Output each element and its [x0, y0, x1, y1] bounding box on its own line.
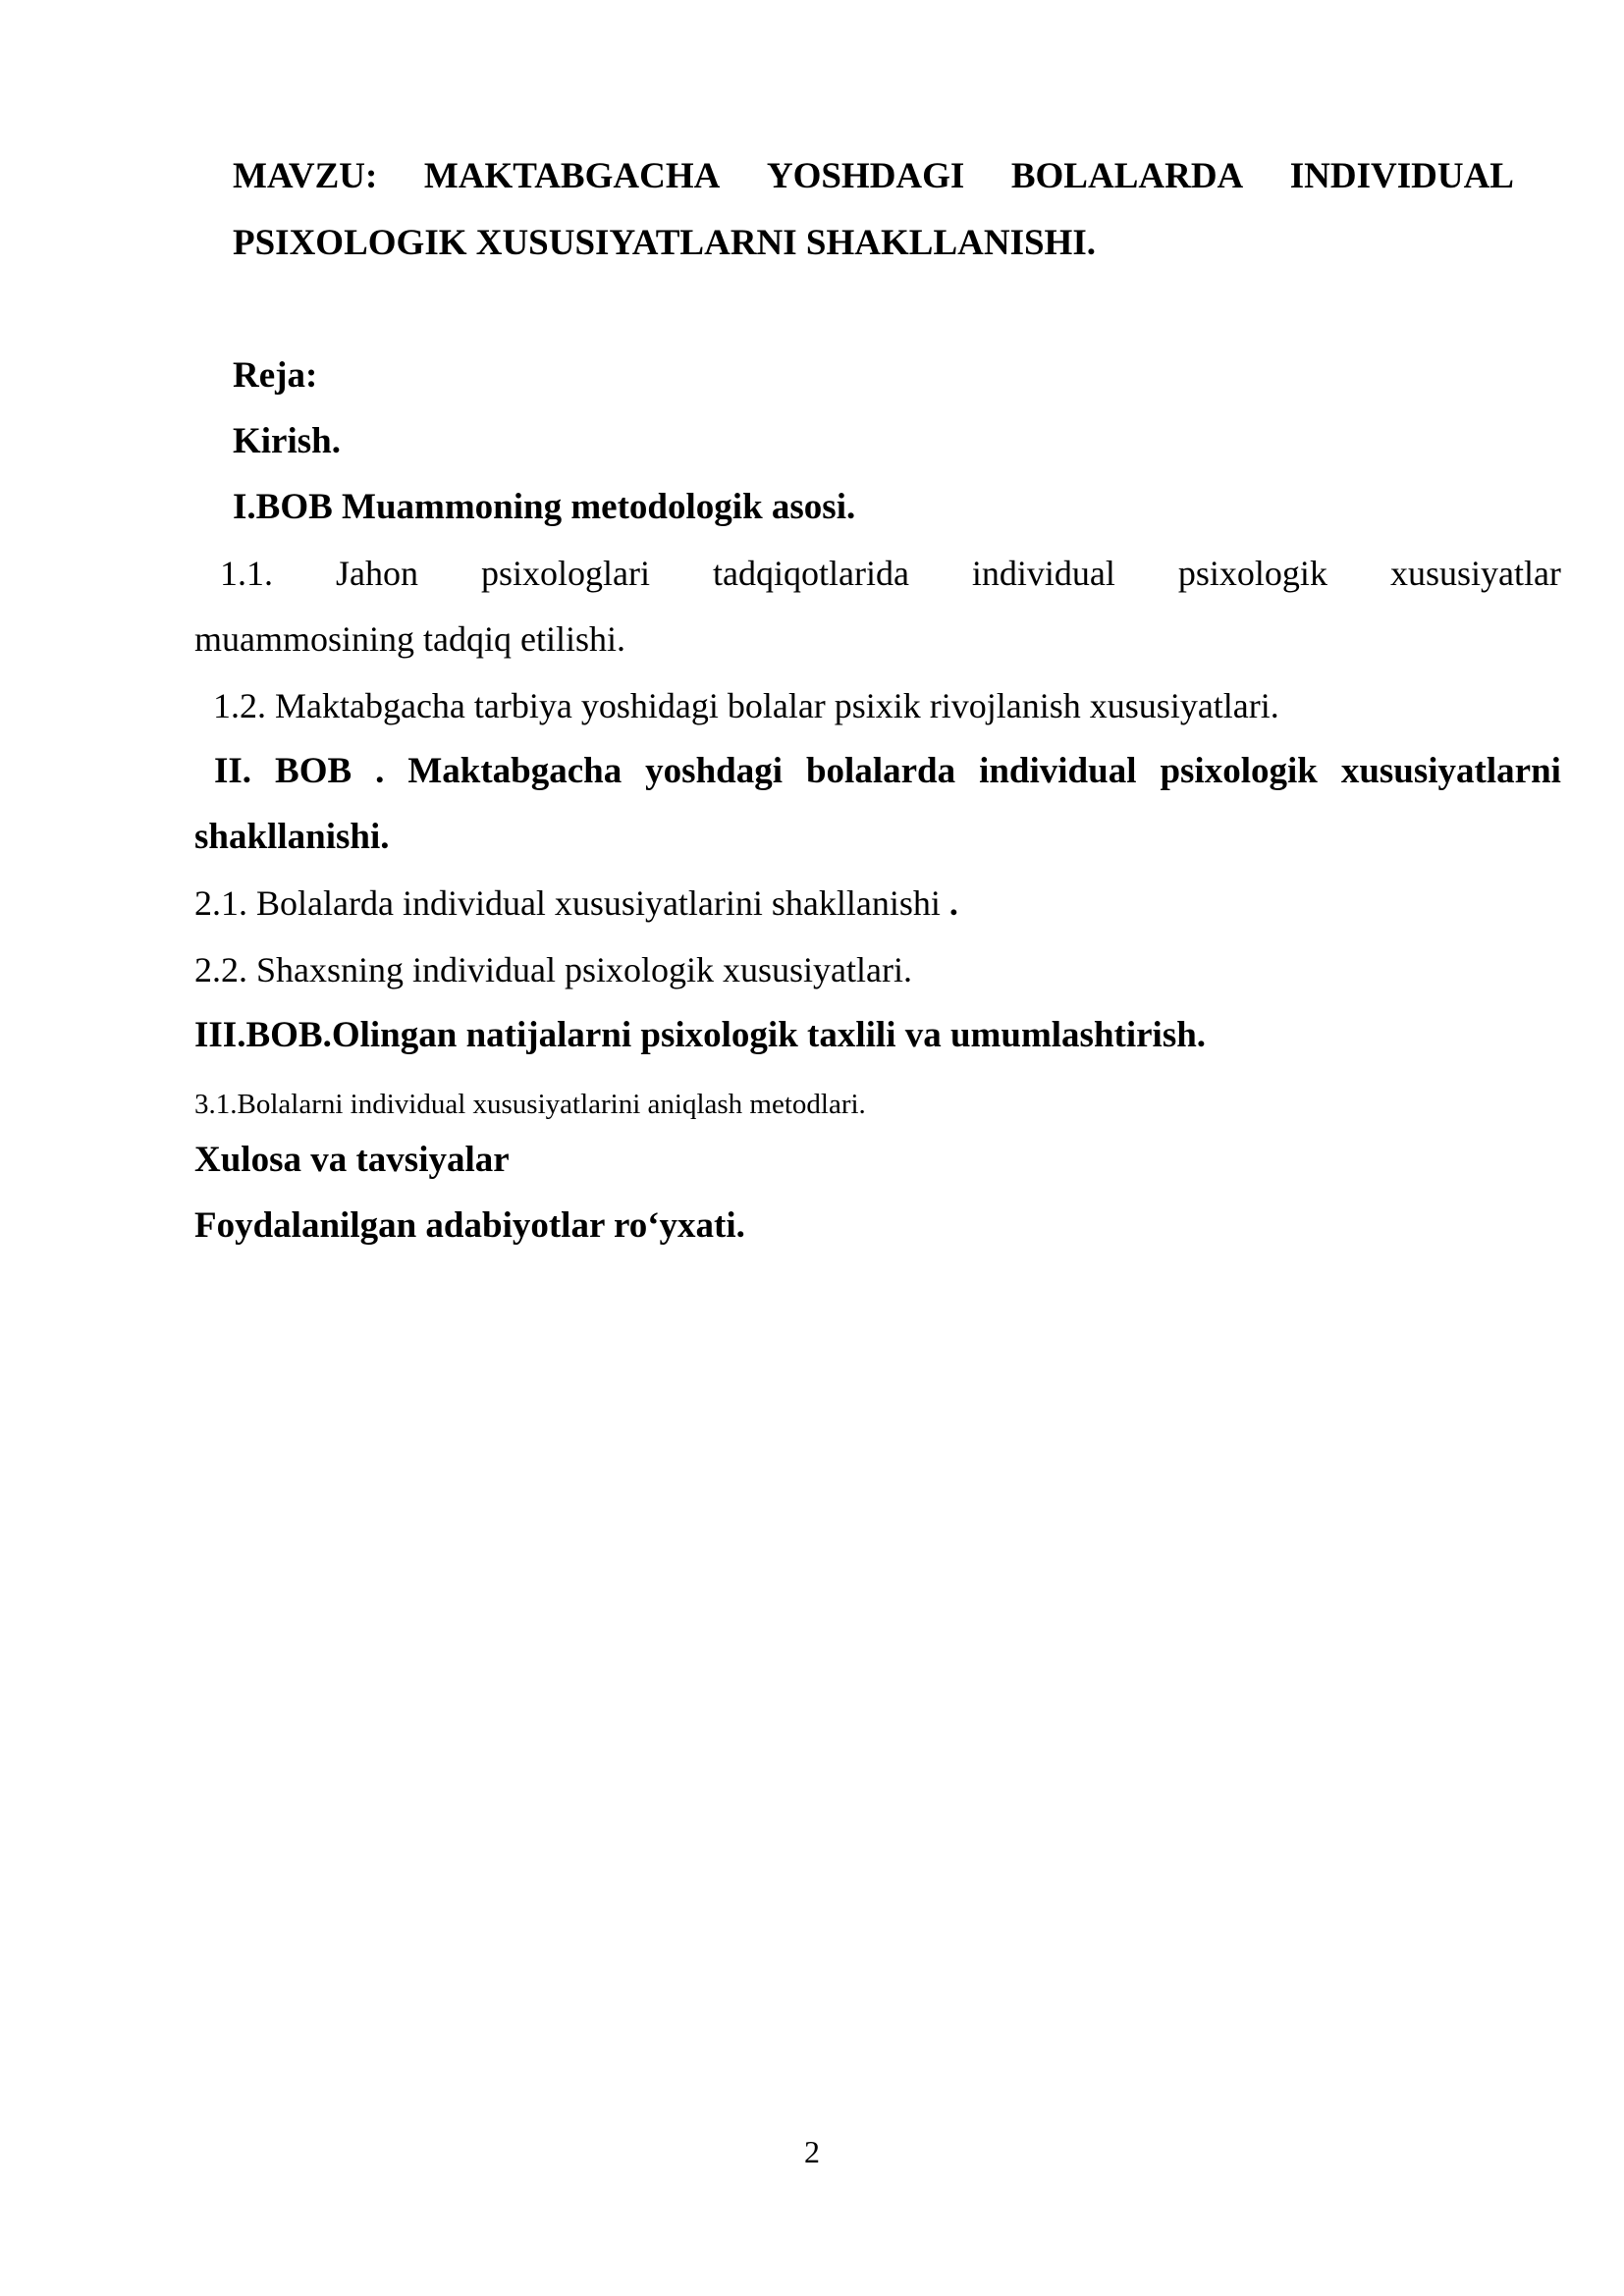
section-word: 1.1. — [220, 554, 273, 593]
section-word: individual — [971, 554, 1115, 593]
page-number: 2 — [804, 2134, 820, 2169]
chapter-word: . — [375, 751, 385, 791]
chapter-3-heading: III.BOB.Olingan natijalarni psixologik taxlili va umumlashtirish. — [194, 1015, 1207, 1055]
title-word: MAKTABGACHA — [423, 156, 721, 196]
chapter-word: bolalarda — [805, 751, 956, 791]
chapter-2-line-1 — [214, 750, 1561, 793]
chapter-word: psixologik — [1160, 751, 1318, 791]
title-word: BOLALARDA — [1010, 156, 1244, 196]
section-1-1-line-1 — [220, 552, 1561, 595]
title-line-1 — [233, 155, 1514, 198]
section-1-2: 1.2. Maktabgacha tarbiya yoshidagi bolalar psixik rivojlanish xususiyatlari. — [213, 686, 1279, 725]
section-word: psixologlari — [481, 554, 650, 593]
title-word: MAVZU: — [233, 156, 378, 196]
chapter-word: yoshdagi — [645, 751, 784, 791]
conclusion-heading: Xulosa va tavsiyalar — [194, 1140, 510, 1180]
title-word: YOSHDAGI — [766, 156, 965, 196]
chapter-word: BOB — [275, 751, 352, 791]
chapter-word: individual — [979, 751, 1137, 791]
title-line-2: PSIXOLOGIK XUSUSIYATLARNI SHAKLLANISHI. — [233, 223, 1096, 263]
section-word: Jahon — [336, 554, 418, 593]
section-word: tadqiqotlarida — [712, 554, 909, 593]
chapter-word: Maktabgacha — [407, 751, 623, 791]
section-word: psixologik — [1177, 554, 1327, 593]
section-3-1: 3.1.Bolalarni individual xususiyatlarini aniqlash metodlari. — [194, 1089, 866, 1120]
chapter-word: xususiyatlarni — [1340, 751, 1561, 791]
intro-heading: Kirish. — [233, 421, 341, 461]
section-2-1-text: 2.1. Bolalarda individual xususiyatlarini shakllanishi — [194, 883, 941, 923]
plan-label: Reja: — [233, 355, 318, 396]
chapter-1-heading: I.BOB Muammoning metodologik asosi. — [233, 487, 856, 527]
references-heading: Foydalanilgan adabiyotlar ro‘yxati. — [194, 1205, 745, 1246]
section-word: xususiyatlar — [1389, 554, 1561, 593]
chapter-word: II. — [214, 751, 252, 791]
section-2-1-dot: . — [940, 883, 958, 923]
section-2-1 — [194, 881, 958, 925]
section-2-2: 2.2. Shaxsning individual psixologik xususiyatlari. — [194, 950, 912, 989]
title-word: INDIVIDUAL — [1289, 156, 1514, 196]
section-1-1-line-2: muammosining tadqiq etilishi. — [194, 619, 625, 659]
chapter-2-line-2: shakllanishi. — [194, 817, 390, 857]
